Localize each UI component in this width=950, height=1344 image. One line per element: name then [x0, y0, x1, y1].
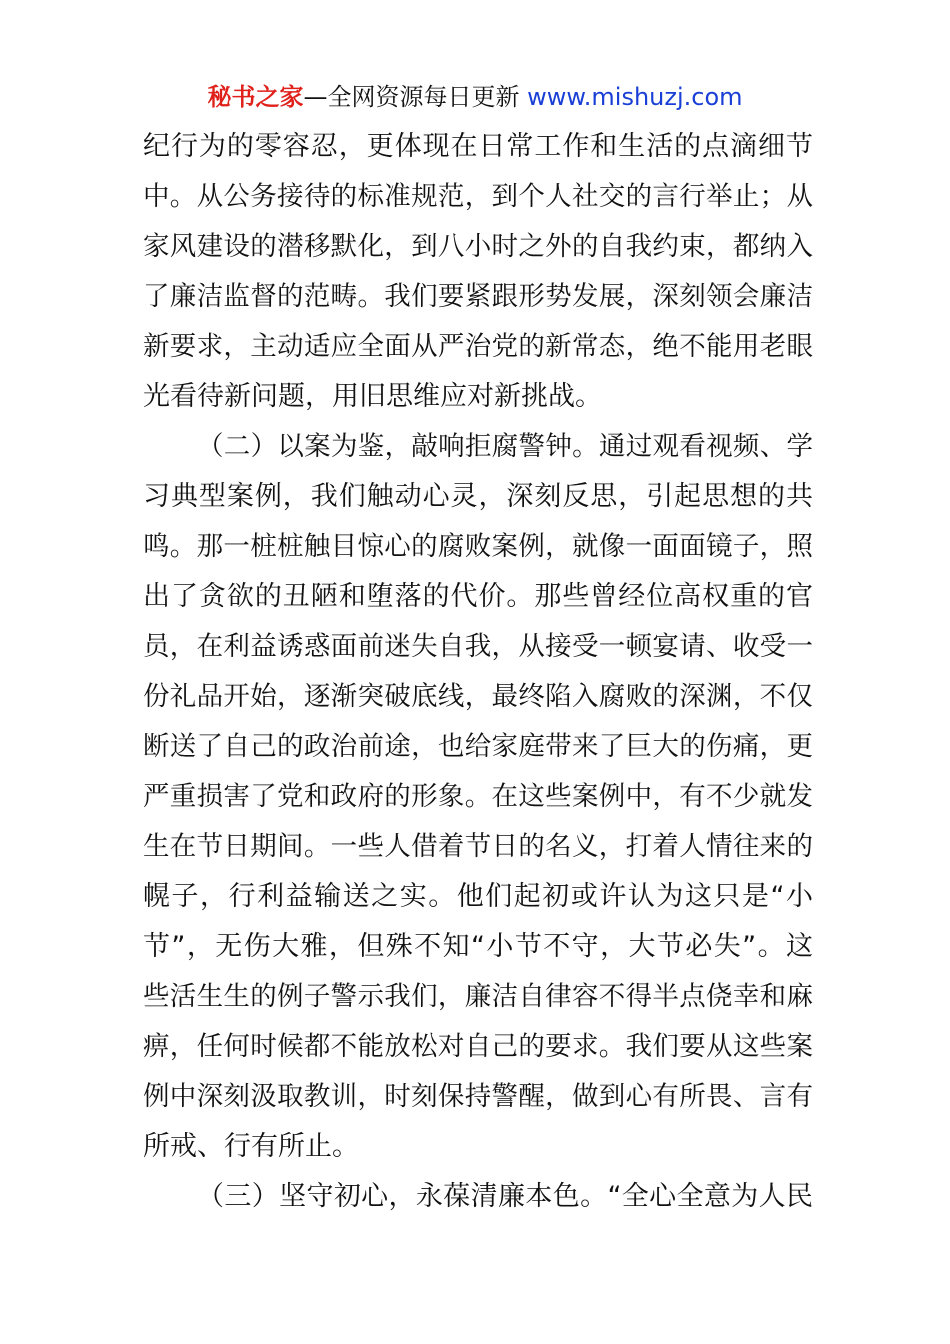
text-line: 例中深刻汲取教训，时刻保持警醒，做到心有所畏、言有: [143, 1081, 813, 1112]
text-line: 光看待新问题，用旧思维应对新挑战。: [143, 381, 602, 412]
text-line: 生在节日期间。一些人借着节日的名义，打着人情往来的: [143, 831, 813, 862]
paragraph-start-line: （三）坚守初心，永葆清廉本色。“全心全意为人民: [197, 1181, 813, 1212]
text-line: 新要求，主动适应全面从严治党的新常态，绝不能用老眼: [143, 331, 813, 362]
site-header: [0, 80, 950, 114]
document-body: [143, 122, 813, 1222]
text-line: 中。从公务接待的标准规范，到个人社交的言行举止；从: [143, 181, 813, 212]
text-line: 所戒、行有所止。: [143, 1131, 359, 1162]
text-line: 员，在利益诱惑面前迷失自我，从接受一顿宴请、收受一: [143, 631, 813, 662]
site-url: www.mishuzj.com: [527, 83, 743, 111]
text-line: 习典型案例，我们触动心灵，深刻反思，引起思想的共: [143, 481, 813, 512]
text-line: 纪行为的零容忍，更体现在日常工作和生活的点滴细节: [143, 131, 813, 162]
text-line: 严重损害了党和政府的形象。在这些案例中，有不少就发: [143, 781, 813, 812]
text-line: 出了贪欲的丑陋和堕落的代价。那些曾经位高权重的官: [143, 581, 813, 612]
text-line: 了廉洁监督的范畴。我们要紧跟形势发展，深刻领会廉洁: [143, 281, 813, 312]
text-line: 些活生生的例子警示我们，廉洁自律容不得半点侥幸和麻: [143, 981, 813, 1012]
paragraph-start-line: （二）以案为鉴，敲响拒腐警钟。通过观看视频、学: [197, 431, 813, 462]
text-line: 断送了自己的政治前途，也给家庭带来了巨大的伤痛，更: [143, 731, 813, 762]
text-line: 家风建设的潜移默化，到八小时之外的自我约束，都纳入: [143, 231, 813, 262]
brand-name: 秘书之家: [207, 83, 304, 111]
text-line: 鸣。那一桩桩触目惊心的腐败案例，就像一面面镜子，照: [143, 531, 813, 562]
text-line: 幌子，行利益输送之实。他们起初或许认为这只是“小: [143, 881, 813, 912]
text-line: 份礼品开始，逐渐突破底线，最终陷入腐败的深渊，不仅: [143, 681, 813, 712]
text-line: 痹，任何时候都不能放松对自己的要求。我们要从这些案: [143, 1031, 813, 1062]
header-slogan: —全网资源每日更新: [303, 83, 528, 111]
text-line: 节”，无伤大雅，但殊不知“小节不守，大节必失”。这: [143, 931, 813, 962]
